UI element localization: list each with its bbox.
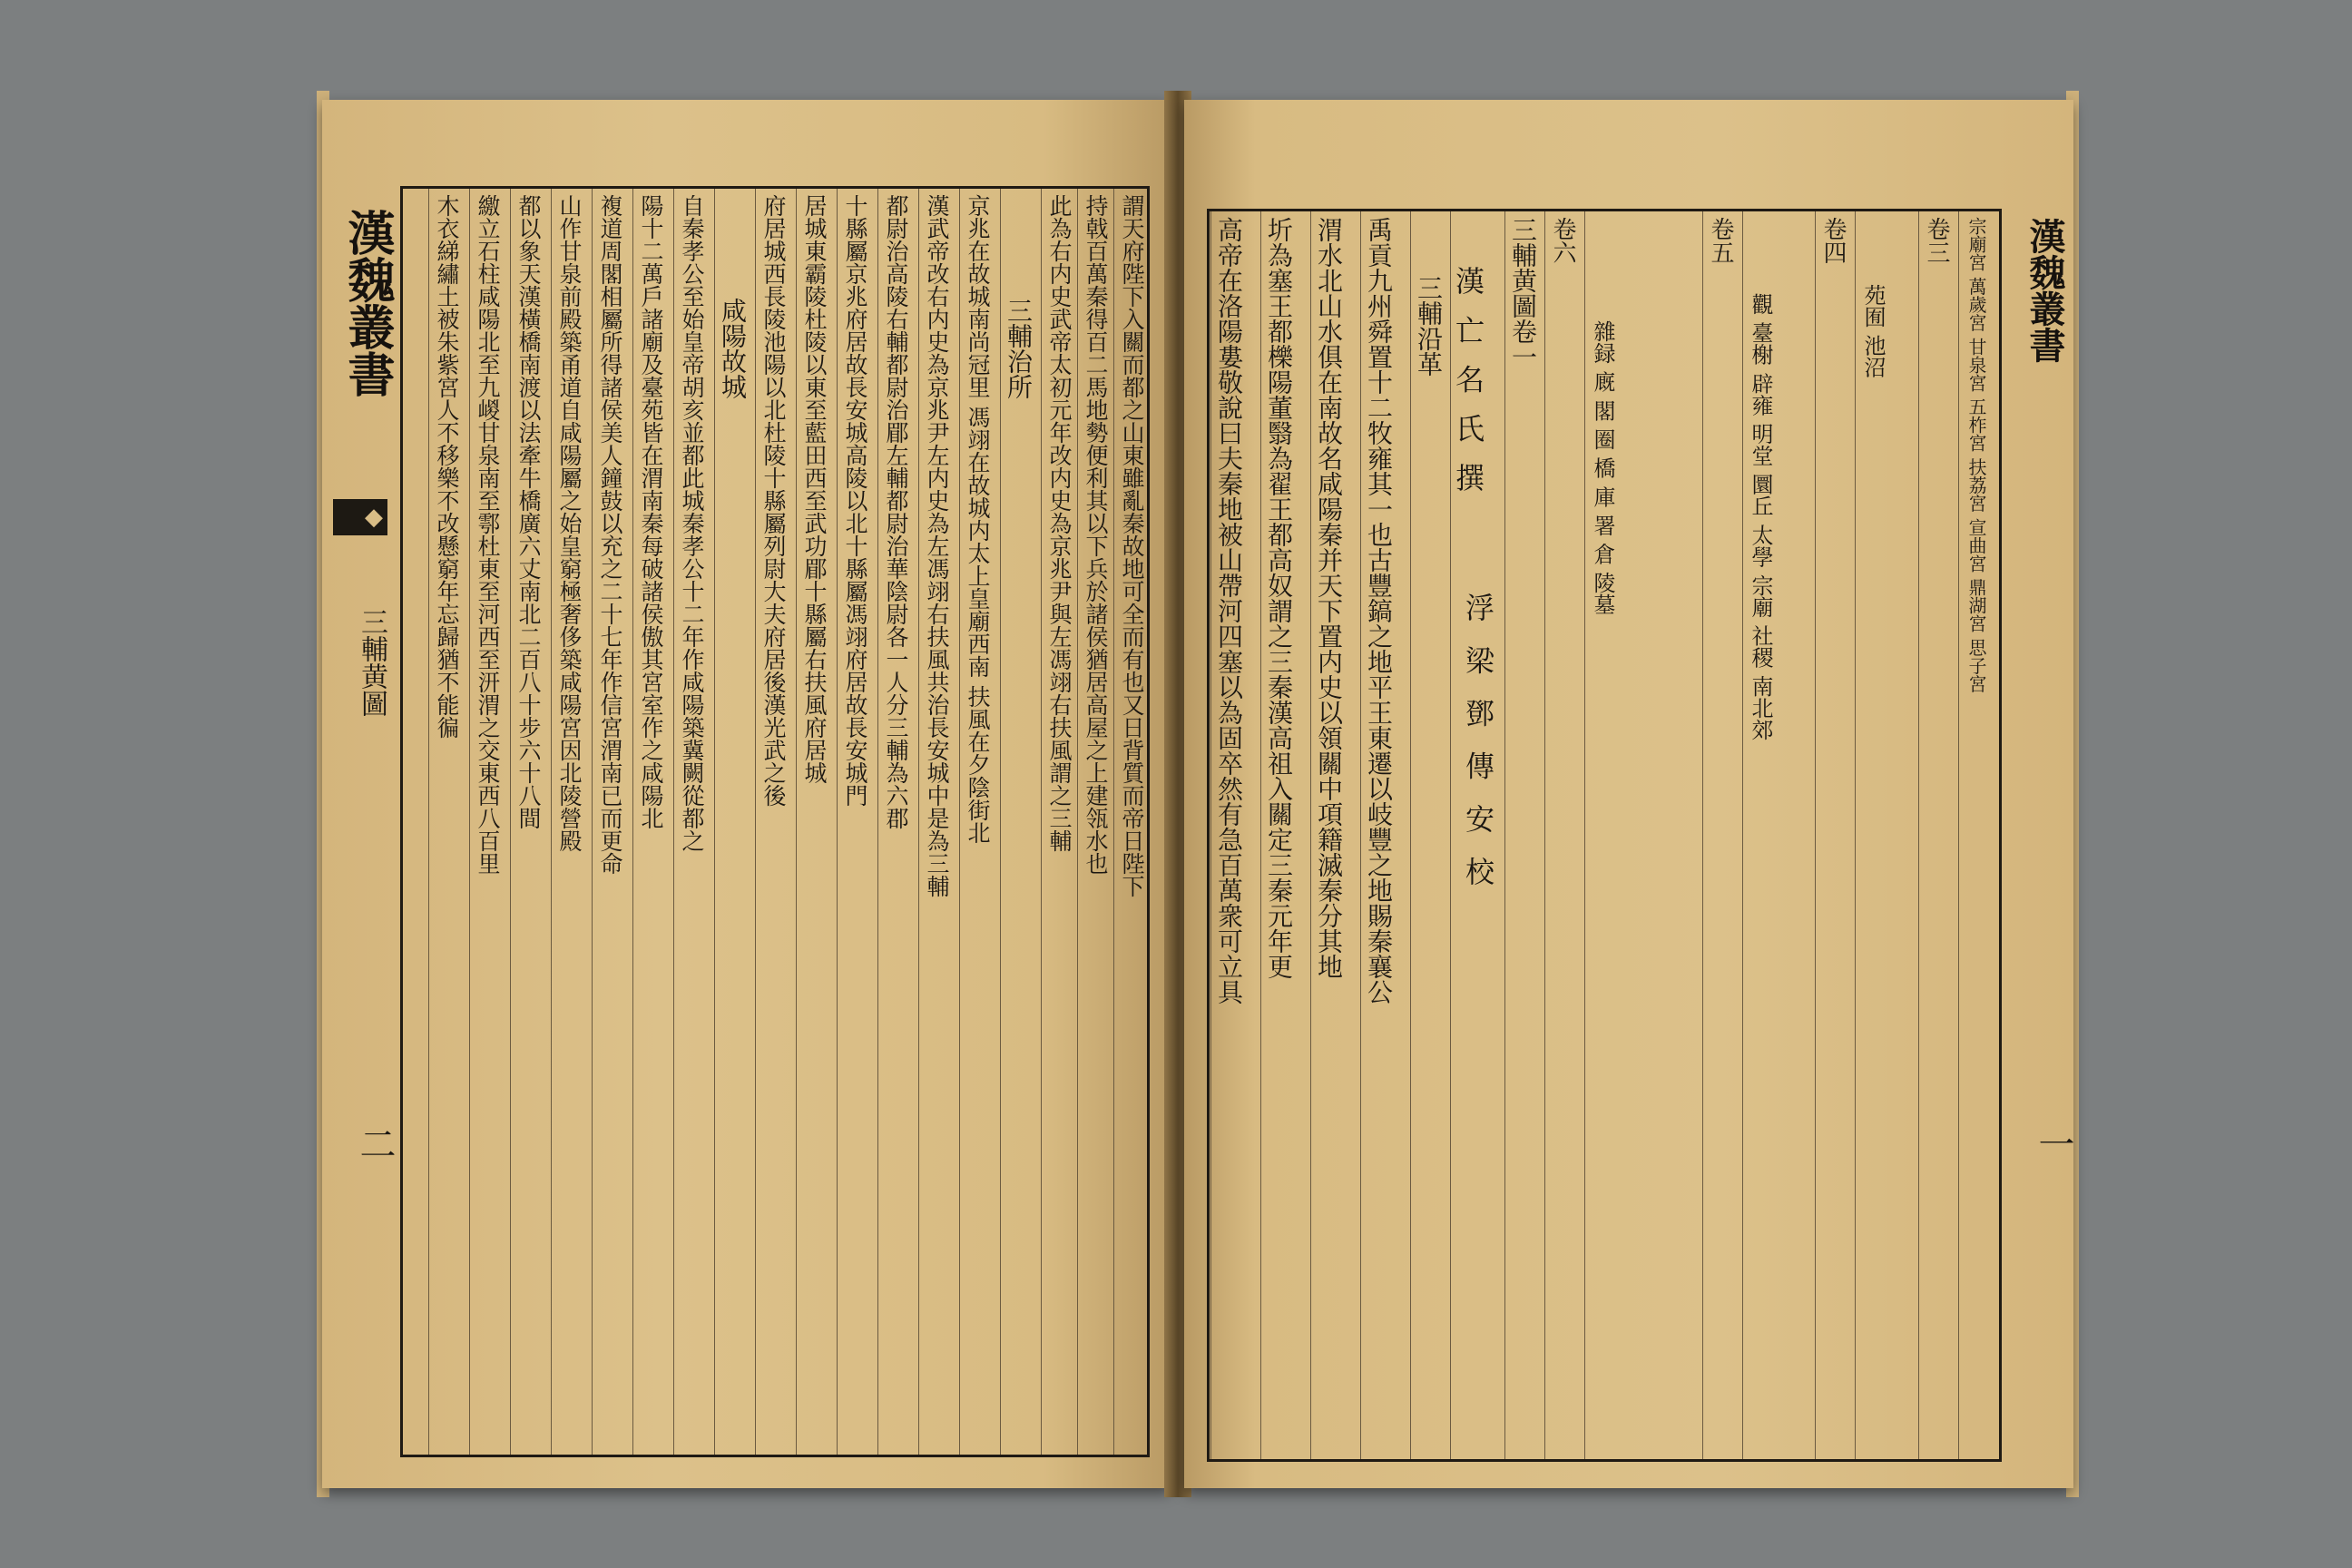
text-column: 都尉治高陵右輔都尉治郿左輔都尉治華陰尉各一人分三輔為六郡 (877, 189, 911, 1455)
fish-tail-mark: ◆ (333, 499, 387, 535)
toc-volume-label: 卷五 (1702, 211, 1743, 1459)
text-column: 都以象天漢橫橋南渡以法牽牛橋廣六丈南北二百八十步六十八間 (510, 189, 544, 1455)
text-column: 漢武帝改右内史為京兆尹左内史為左馮翊右扶風共治長安城中是為三輔 (918, 189, 952, 1455)
author-line: 漢 亡 名 氏 撰 浮 梁 鄧 傳 安 校 (1450, 211, 1505, 1459)
right-page (1184, 100, 2073, 1488)
text-column: 此為右内史武帝太初元年改内史為京兆尹與左馮翊右扶風謂之三輔 (1041, 189, 1074, 1455)
toc-volume-label: 卷四 (1815, 211, 1856, 1459)
text-column: 禹貢九州舜置十二牧雍其一也古豐鎬之地平王東遷以岐豐之地賜秦襄公 (1360, 211, 1411, 1459)
section-label: 三輔黄圖 (356, 608, 387, 717)
text-column: 府居城西長陵池陽以北杜陵十縣屬列尉大夫府居後漢光武之後 (755, 189, 789, 1455)
text-column: 居城東霸陵杜陵以東至藍田西至武功郿十縣屬右扶風府居城 (796, 189, 829, 1455)
spine-title: 漢魏叢書 (339, 209, 395, 397)
left-page (322, 100, 1171, 1488)
toc-column: 苑囿 池沼 (1855, 211, 1919, 1459)
text-frame (400, 186, 1150, 1457)
section-heading: 三輔治所 (1000, 189, 1034, 1455)
text-column: 自秦孝公至始皇帝胡亥並都此城秦孝公十二年作咸陽築冀闕從都之 (673, 189, 707, 1455)
text-column: 高帝在洛陽婁敬說曰夫秦地被山帶河四塞以為固卒然有急百萬衆可立具 (1210, 211, 1261, 1459)
toc-volume-label: 卷三 (1918, 211, 1959, 1459)
toc-column: 宗廟宮 萬歲宮 甘泉宮 五柞宮 扶荔宮 宣曲宮 鼎湖宮 思子宮 (1958, 211, 1999, 1459)
volume-title: 三輔黄圖卷一 (1504, 211, 1545, 1459)
toc-column: 雜録 廐 閣 圈 橋 庫 署 倉 陵墓 (1584, 211, 1703, 1459)
page-number: 二 (354, 1125, 396, 1161)
text-columns (403, 189, 1147, 1455)
spine-title: 漢魏叢書 (2024, 218, 2066, 363)
text-column: 謂天府陛下入關而都之山東雖亂秦故地可全而有也又日背質而帝日陛下 (1113, 189, 1147, 1455)
section-heading: 咸陽故城 (714, 189, 748, 1455)
text-column: 十縣屬京兆府居故長安城高陵以北十縣屬馮翊府居故長安城門 (837, 189, 870, 1455)
text-column: 繳立石柱咸陽北至九嵕甘泉南至鄠杜東至河西至汧渭之交東西八百里 (469, 189, 503, 1455)
text-column: 陽十二萬戶諸廟及臺苑皆在渭南秦每破諸侯傲其宮室作之咸陽北 (632, 189, 666, 1455)
text-column: 木衣綈繡土被朱紫宮人不移樂不改懸窮年忘歸猶不能徧 (428, 189, 462, 1455)
chapter-heading: 三輔沿革 (1410, 211, 1451, 1459)
text-column: 渭水北山水俱在南故名咸陽秦并天下置内史以領關中項籍滅秦分其地 (1310, 211, 1361, 1459)
text-column: 複道周閣相屬所得諸侯美人鐘鼓以充之二十七年作信宮渭南已而更命 (592, 189, 625, 1455)
text-column: 持戟百萬秦得百二馬地勢便利其以下兵於諸侯猶居高屋之上建瓴水也 (1077, 189, 1111, 1455)
text-column: 山作甘泉前殿築甬道自咸陽屬之始皇窮極奢侈築咸陽宮因北陵營殿 (551, 189, 584, 1455)
open-book (322, 91, 2073, 1497)
toc-volume-label: 卷六 (1544, 211, 1585, 1459)
toc-column: 觀 臺榭 辟雍 明堂 圜丘 太學 宗廟 社稷 南北郊 (1742, 211, 1816, 1459)
page-number: 一 (2033, 1125, 2074, 1161)
text-column: 圻為塞王都櫟陽董翳為翟王都高奴謂之三秦漢高祖入關定三秦元年更 (1260, 211, 1311, 1459)
text-column: 京兆在故城南尚冠里 馮翊在故城内太上皇廟西南 扶風在夕陰街北 (959, 189, 993, 1455)
text-columns (1210, 211, 1999, 1459)
text-frame (1207, 209, 2002, 1462)
